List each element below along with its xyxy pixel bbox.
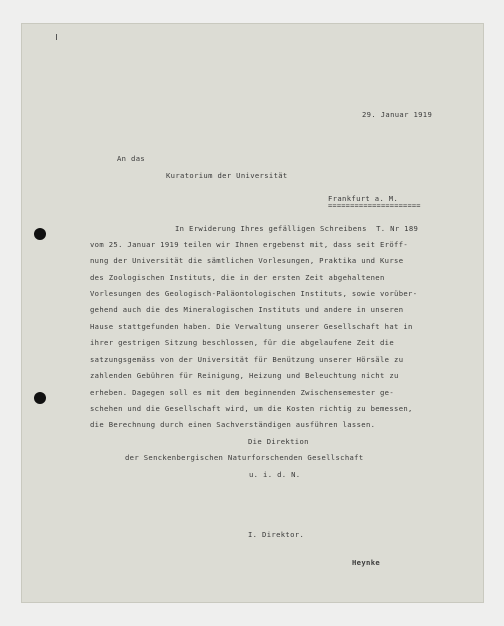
body-line-10: zahlenden Gebühren für Reinigung, Heizung und Beleuchtung nicht zu — [90, 371, 399, 380]
body-line-3: nung der Universität die sämtlichen Vorlesungen, Praktika und Kurse — [90, 256, 404, 265]
closing-society: der Senckenbergischen Naturforschenden Gesellschaft — [125, 453, 364, 462]
body-line-8: ihrer gestrigen Sitzung beschlossen, für die abgelaufene Zeit die — [90, 338, 395, 347]
body-line-12: schehen und die Gesellschaft wird, um die Kosten richtig zu bemessen, — [90, 404, 413, 413]
body-line-13: die Berechnung durch einen Sachverständigen ausführen lassen. — [90, 420, 376, 429]
body-line-6: gehend auch die des Mineralogischen Instituts und andere in unseren — [90, 305, 404, 314]
body-line-7: Hause stattgefunden haben. Die Verwaltung unserer Gesellschaft hat in — [90, 322, 413, 331]
margin-mark — [56, 34, 57, 40]
punch-hole-top — [34, 228, 46, 240]
body-line-4: des Zoologischen Instituts, die in der ersten Zeit abgehaltenen — [90, 273, 385, 282]
body-line-2: vom 25. Januar 1919 teilen wir Ihnen ergebenst mit, dass seit Eröff- — [90, 240, 409, 249]
body-line-5: Vorlesungen des Geologisch-Paläontologischen Instituts, sowie vorüber- — [90, 289, 418, 298]
closing-abbrev: u. i. d. N. — [249, 470, 301, 479]
recipient: Kuratorium der Universität — [166, 171, 288, 180]
punch-hole-bottom — [34, 392, 46, 404]
signature-title: I. Direktor. — [248, 530, 305, 539]
signature-name: Heynke — [352, 558, 381, 567]
city-underline: ===================== — [328, 202, 421, 210]
salutation: An das — [117, 154, 146, 163]
body-line-11: erheben. Dagegen soll es mit dem beginnenden Zwischensemester ge- — [90, 388, 395, 397]
recipient-city: Frankfurt a. M. — [328, 194, 399, 203]
body-line-9: satzungsgemäss von der Universität für Benützung unserer Hörsäle zu — [90, 355, 404, 364]
body-line-1: In Erwiderung Ihres gefälligen Schreibens T. Nr 189 — [175, 224, 419, 233]
closing-direction: Die Direktion — [248, 437, 309, 446]
letter-date: 29. Januar 1919 — [362, 110, 433, 119]
